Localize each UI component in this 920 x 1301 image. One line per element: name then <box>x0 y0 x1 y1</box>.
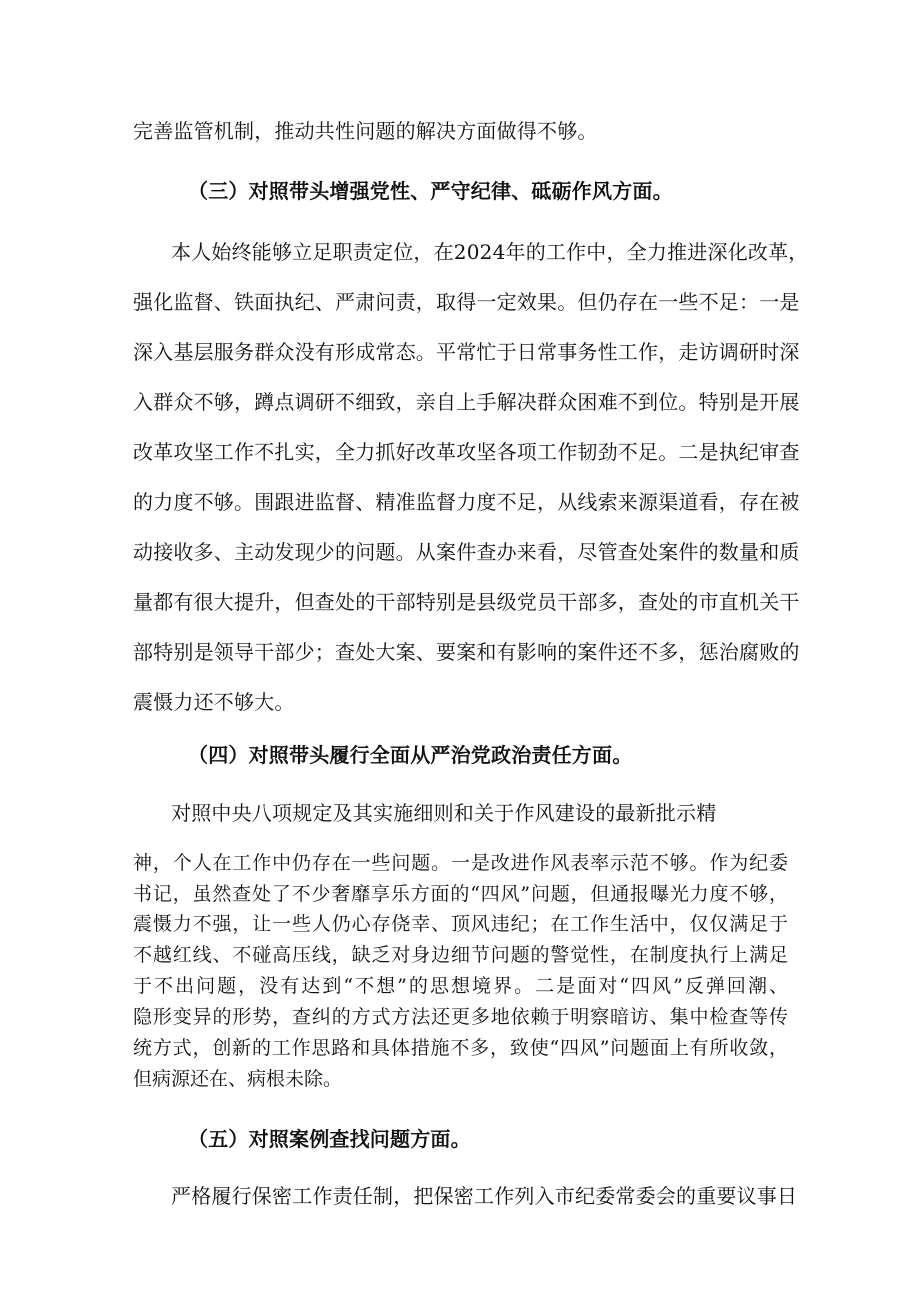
section-heading-3: （三）对照带头增强党性、严守纪律、砥砺作风方面。 <box>188 179 673 203</box>
paragraph-line: 量都有很大提升，但查处的干部特别是县级党员干部多，查处的市直机关干 <box>133 590 800 614</box>
paragraph-line: 对照中央八项规定及其实施细则和关于作风建设的最新批示精 <box>171 801 717 825</box>
paragraph-line: 但病源还在、病根未除。 <box>133 1068 343 1090</box>
paragraph-line: 震慑力不强，让一些人仍心存侥幸、顶风违纪；在工作生活中，仅仅满足于 <box>133 913 788 935</box>
paragraph-line: 统方式，创新的工作思路和具体措施不多，致使“四风”问题面上有所收敛， <box>133 1037 788 1059</box>
paragraph-line: 部特别是领导干部少；查处大案、要案和有影响的案件还不多，惩治腐败的 <box>133 640 800 664</box>
paragraph-line: 书记，虽然查处了不少奢靡享乐方面的“四风”问题，但通报曝光力度不够， <box>133 883 788 905</box>
paragraph-line: 强化监督、铁面执纪、严肃问责，取得一定效果。但仍存在一些不足：一是 <box>133 290 800 314</box>
paragraph-line: 神，个人在工作中仍存在一些问题。一是改进作风表率示范不够。作为纪委 <box>133 852 788 874</box>
paragraph-line: 于不出问题，没有达到“不想”的思想境界。二是面对“四风”反弹回潮、 <box>133 975 788 997</box>
section-heading-5: （五）对照案例查找问题方面。 <box>188 1127 471 1151</box>
paragraph-line: 严格履行保密工作责任制，把保密工作列入市纪委常委会的重要议事日 <box>171 1184 798 1208</box>
paragraph-line: 改革攻坚工作不扎实，全力抓好改革攻坚各项工作韧劲不足。二是执纪审查 <box>133 440 800 464</box>
paragraph-line: 的力度不够。围跟进监督、精准监督力度不足，从线索来源渠道看，存在被 <box>133 490 800 514</box>
paragraph-line: 深入基层服务群众没有形成常态。平常忙于日常事务性工作，走访调研时深 <box>133 340 800 364</box>
paragraph-line: 动接收多、主动发现少的问题。从案件查办来看，尽管查处案件的数量和质 <box>133 540 800 564</box>
paragraph-line: 震慑力还不够大。 <box>133 690 295 714</box>
section-heading-4: （四）对照带头履行全面从严治党政治责任方面。 <box>188 743 633 767</box>
paragraph-line: 隐形变异的形势，查纠的方式方法还更多地依赖于明察暗访、集中检查等传 <box>133 1006 788 1028</box>
paragraph-line: 不越红线、不碰高压线，缺乏对身边细节问题的警觉性，在制度执行上满足 <box>133 944 788 966</box>
paragraph-line: 本人始终能够立足职责定位，在2024年的工作中，全力推进深化改革， <box>171 240 809 264</box>
paragraph-line: 完善监管机制，推动共性问题的解决方面做得不够。 <box>133 119 598 143</box>
paragraph-line: 入群众不够，蹲点调研不细致，亲自上手解决群众困难不到位。特别是开展 <box>133 390 800 414</box>
